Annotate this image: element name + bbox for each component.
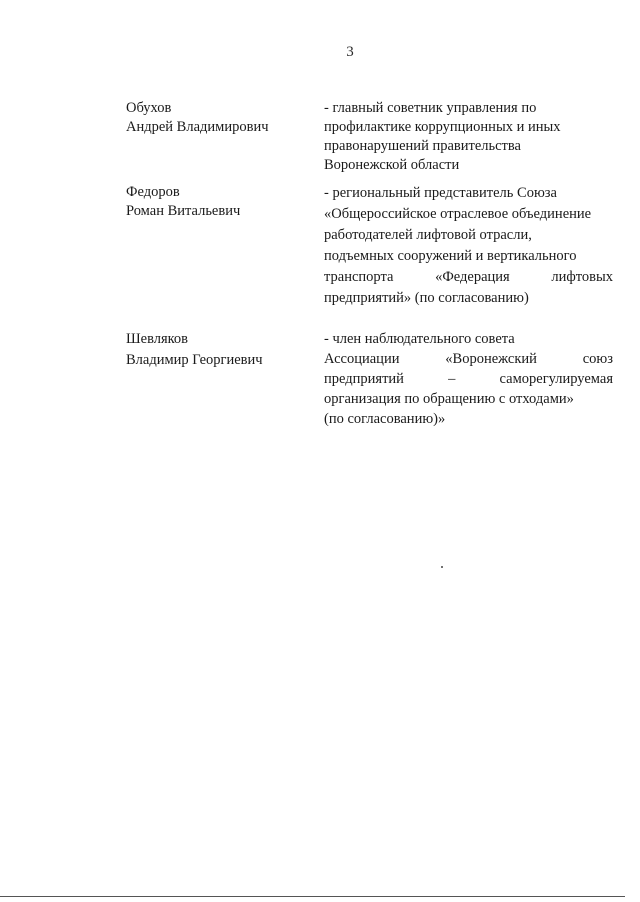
member-role xyxy=(324,183,613,309)
role-line-justified xyxy=(324,369,613,389)
member-surname: Федоров xyxy=(126,184,180,200)
role-word: Ассоциации xyxy=(324,351,400,367)
member-given-names: Роман Витальевич xyxy=(126,203,241,219)
member-surname: Шевляков xyxy=(126,331,189,347)
role-line: организация по обращению с отходами» xyxy=(324,391,574,407)
member-surname: Обухов xyxy=(126,100,172,116)
role-line: (по согласованию)» xyxy=(324,411,446,427)
page-number: 3 xyxy=(346,44,354,60)
role-word: транспорта xyxy=(324,269,394,285)
member-given-names: Андрей Владимирович xyxy=(126,119,269,135)
role-word: предприятий xyxy=(324,371,404,387)
role-line: предприятий» (по согласованию) xyxy=(324,290,529,306)
role-line: - главный советник управления по xyxy=(324,100,537,116)
role-line: Воронежской области xyxy=(324,157,460,173)
member-role xyxy=(324,99,613,175)
role-word: союз xyxy=(582,351,613,367)
member-given-names: Владимир Георгиевич xyxy=(126,352,263,368)
member-name xyxy=(126,99,316,137)
role-line: правонарушений правительства xyxy=(324,138,521,154)
role-word: «Федерация xyxy=(435,269,510,285)
role-line: профилактике коррупционных и иных xyxy=(324,119,561,135)
role-line: - член наблюдательного совета xyxy=(324,331,515,347)
scan-speck xyxy=(441,566,443,568)
role-word: «Воронежский xyxy=(445,351,537,367)
member-name xyxy=(126,183,316,221)
role-line: работодателей лифтовой отрасли, xyxy=(324,227,532,243)
bottom-rule xyxy=(0,896,625,897)
role-word: – xyxy=(448,371,456,387)
role-line-justified xyxy=(324,349,613,369)
role-word: саморегулируемая xyxy=(499,371,613,387)
role-line: подъемных сооружений и вертикального xyxy=(324,248,577,264)
role-line: «Общероссийское отраслевое объединение xyxy=(324,206,592,222)
role-line-justified xyxy=(324,267,613,288)
member-name xyxy=(126,329,316,371)
member-role xyxy=(324,329,613,429)
role-word: лифтовых xyxy=(551,269,613,285)
role-line: - региональный представитель Союза xyxy=(324,185,557,201)
